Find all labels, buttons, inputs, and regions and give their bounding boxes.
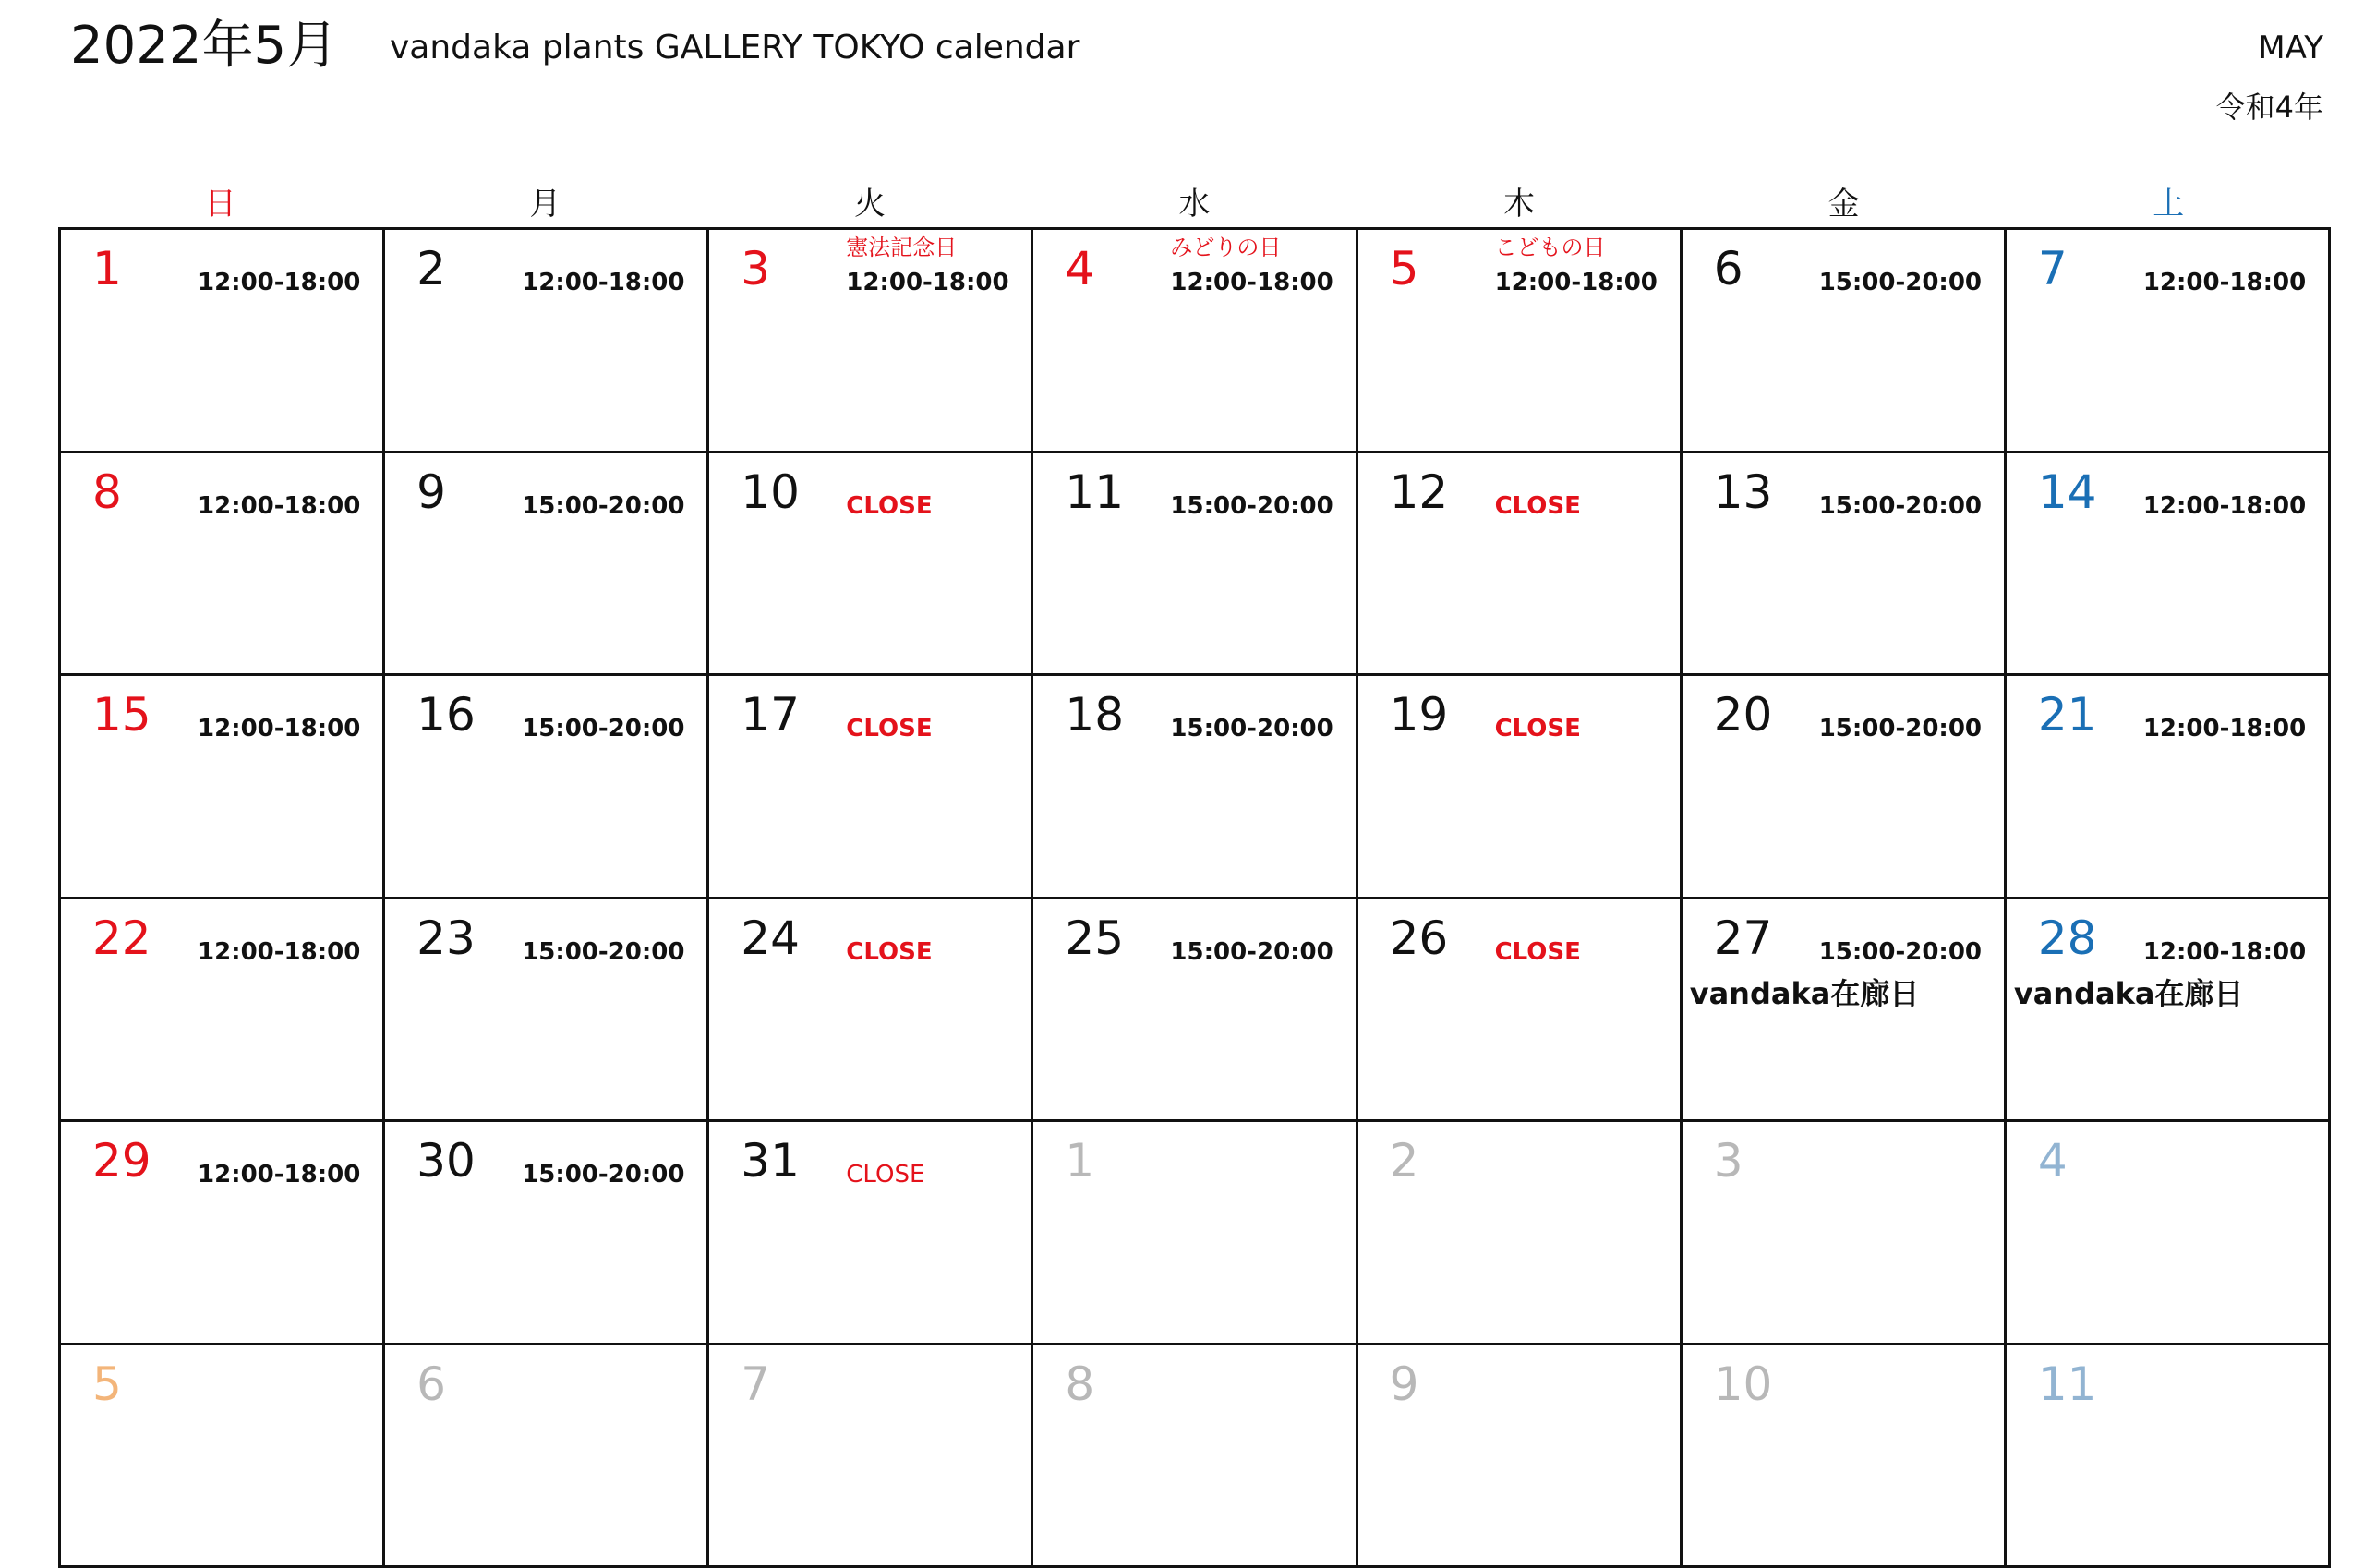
day-number: 30 [416,1134,476,1188]
day-cell [385,899,709,1123]
day-number: 5 [1389,242,1419,296]
day-number: 11 [2037,1357,2097,1411]
day-number: 13 [1713,464,1773,519]
day-cell [1683,899,2007,1123]
weekday-label: 水 [1178,186,1211,223]
opening-hours: 15:00-20:00 [1170,491,1333,520]
day-number: 20 [1713,688,1773,742]
closed-label: CLOSE [846,715,933,742]
month-english: MAY [2258,30,2323,66]
day-cell [2007,230,2331,453]
day-number: 24 [741,911,800,965]
day-cell [1033,453,1357,677]
weekday-label: 土 [2153,186,2185,223]
day-cell [61,1122,385,1345]
day-number: 10 [741,464,800,519]
opening-hours: 12:00-18:00 [846,269,1009,296]
opening-hours: 12:00-18:00 [1494,269,1658,296]
weekday-label: 木 [1503,186,1536,223]
weekday-label: 火 [853,186,886,223]
opening-hours: 15:00-20:00 [1818,937,1983,966]
opening-hours: 15:00-20:00 [1170,715,1333,742]
weekday-label: 月 [529,186,561,223]
closed-label: CLOSE [1494,715,1581,742]
day-number: 31 [741,1134,800,1188]
day-number: 5 [92,1357,122,1411]
opening-hours: 15:00-20:00 [522,1161,685,1188]
day-cell [1683,230,2007,453]
day-number: 6 [1713,242,1743,296]
day-number: 7 [741,1357,771,1411]
day-cell [1358,676,1683,899]
day-number: 7 [2037,242,2068,296]
day-note: vandaka在廊日 [2013,975,2244,1011]
day-cell [2007,676,2331,899]
day-number: 10 [1713,1357,1773,1411]
day-number: 26 [1389,911,1449,965]
holiday-name: 憲法記念日 [846,235,958,260]
day-cell [709,1345,1033,1568]
day-cell [1033,676,1357,899]
day-number: 2 [416,242,446,296]
day-cell [1683,676,2007,899]
day-number: 1 [92,242,122,296]
day-cell [2007,899,2331,1123]
closed-label: CLOSE [846,937,933,966]
page-subtitle: vandaka plants GALLERY TOKYO calendar [390,29,1080,66]
opening-hours: 12:00-18:00 [1170,269,1333,296]
weekday-label: 日 [204,186,236,223]
day-number: 2 [1389,1134,1419,1188]
holiday-name: こどもの日 [1494,235,1606,260]
opening-hours: 12:00-18:00 [2142,269,2307,296]
day-number: 4 [2037,1134,2068,1188]
day-cell [61,1345,385,1568]
day-number: 1 [1065,1134,1095,1188]
day-number: 22 [92,911,151,965]
day-cell [1358,230,1683,453]
day-number: 14 [2037,464,2097,519]
opening-hours: 15:00-20:00 [1818,491,1983,520]
closed-label: CLOSE [1494,937,1581,966]
day-cell [385,676,709,899]
day-cell [709,453,1033,677]
day-number: 15 [92,688,151,742]
day-cell [709,1122,1033,1345]
day-cell [385,453,709,677]
weekday-header [58,181,2331,227]
day-cell [61,453,385,677]
day-number: 3 [741,242,771,296]
opening-hours: 15:00-20:00 [1818,715,1983,742]
opening-hours: 12:00-18:00 [2142,715,2307,742]
calendar-grid [58,227,2331,1568]
day-cell [385,1122,709,1345]
day-cell [1683,453,2007,677]
day-cell [385,1345,709,1568]
day-number: 28 [2037,911,2097,965]
day-cell [1358,1345,1683,1568]
opening-hours: 12:00-18:00 [198,715,361,742]
page-title: 2022年5月 [70,16,339,76]
opening-hours: 12:00-18:00 [198,937,361,966]
closed-label: CLOSE [1494,491,1581,520]
day-number: 18 [1065,688,1125,742]
day-cell [2007,1345,2331,1568]
day-cell [1358,1122,1683,1345]
day-cell [709,230,1033,453]
day-cell [2007,1122,2331,1345]
opening-hours: 15:00-20:00 [1818,269,1983,296]
day-number: 12 [1389,464,1449,519]
day-cell [61,899,385,1123]
era-year: 令和4年 [2215,90,2323,125]
day-number: 16 [416,688,476,742]
day-number: 4 [1065,242,1095,296]
day-cell [1033,1122,1357,1345]
day-number: 8 [92,464,122,519]
day-number: 17 [741,688,800,742]
opening-hours: 15:00-20:00 [522,491,685,520]
closed-label: CLOSE [846,1161,925,1188]
day-number: 11 [1065,464,1125,519]
day-number: 27 [1713,911,1773,965]
day-number: 8 [1065,1357,1095,1411]
day-cell [61,230,385,453]
day-cell [1683,1345,2007,1568]
day-cell [1033,899,1357,1123]
day-cell [385,230,709,453]
day-cell [709,676,1033,899]
day-cell [1683,1122,2007,1345]
opening-hours: 12:00-18:00 [198,491,361,520]
opening-hours: 12:00-18:00 [522,269,685,296]
day-number: 3 [1713,1134,1743,1188]
opening-hours: 15:00-20:00 [1170,937,1333,966]
opening-hours: 15:00-20:00 [522,715,685,742]
day-number: 23 [416,911,476,965]
day-cell [1358,899,1683,1123]
day-cell [1033,230,1357,453]
day-number: 29 [92,1134,151,1188]
opening-hours: 15:00-20:00 [522,937,685,966]
day-number: 19 [1389,688,1449,742]
day-number: 21 [2037,688,2097,742]
day-note: vandaka在廊日 [1689,975,1920,1011]
day-cell [1358,453,1683,677]
opening-hours: 12:00-18:00 [2142,491,2307,520]
day-cell [61,676,385,899]
day-cell [1033,1345,1357,1568]
opening-hours: 12:00-18:00 [2142,937,2307,966]
day-cell [709,899,1033,1123]
day-number: 25 [1065,911,1125,965]
day-cell [2007,453,2331,677]
day-number: 9 [416,464,446,519]
day-number: 9 [1389,1357,1419,1411]
weekday-label: 金 [1827,186,1860,223]
closed-label: CLOSE [846,491,933,520]
opening-hours: 12:00-18:00 [198,1161,361,1188]
holiday-name: みどりの日 [1170,235,1282,260]
day-number: 6 [416,1357,446,1411]
opening-hours: 12:00-18:00 [198,269,361,296]
